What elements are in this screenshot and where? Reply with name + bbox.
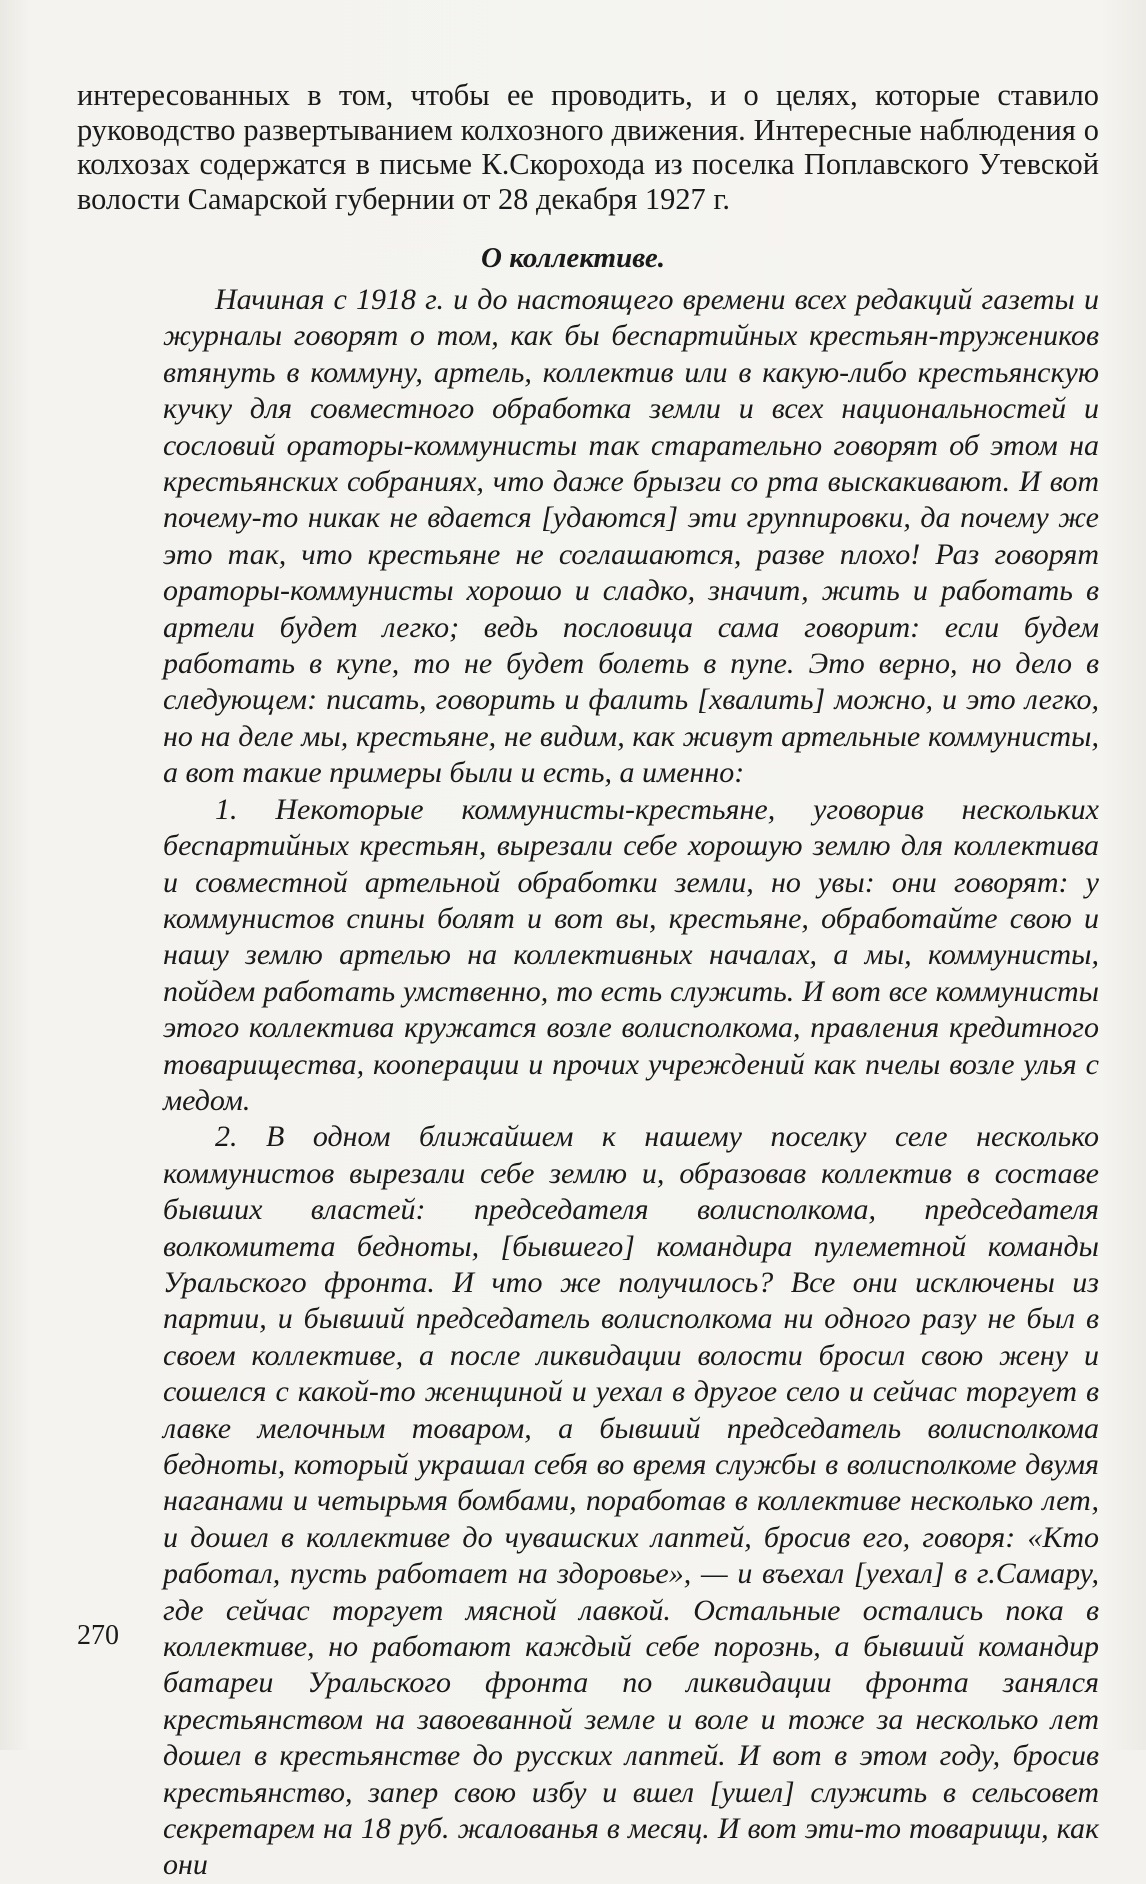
letter-title: О коллективе. [481,242,665,274]
letter-paragraph-intro: Начиная с 1918 г. и до настоящего времени всех редакций газеты и журналы говорят о том, как бы беспартийных крестьян-тружеников втянуть в коммуну, артель, коллектив или в какую-либо крестьянскую кучку для совместного обработка земли и всех национальностей и сословий ораторы-коммунисты так старательно говорят об этом на крестьянских собраниях, что даже брызги со рта выскакивают. И вот почему-то никак не вдается [удаются] эти группировки, да почему же это так, что крестьяне не соглашаются, разве плохо! Раз говорят ораторы-коммунисты хорошо и сладко, значит, жить и работать в артели будет легко; ведь пословица сама говорит: если будем работать в купе, то не будет болеть в пупе. Это верно, но дело в следующем: писать, говорить и фалить [хвалить] можно, и это легко, но на деле мы, крестьяне, не видим, как живут артельные коммунисты, а вот такие примеры были и есть, а именно: [163,283,1099,790]
letter-paragraph-point-2: 2. В одном ближайшем к нашему поселку селе несколько коммунистов вырезали себе землю и, образовав коллектив в составе бывших властей: председателя волисполкома, председателя волкомитета бедноты, [бывшего] командира пулеметной команды Уральского фронта. И что же получилось? Все они исключены из партии, и бывший председатель волисполкома ни одного разу не был в своем коллективе, а после ликвидации волости бросил свою жену и сошелся с какой-то женщиной и уехал в другое село и сейчас торгует в лавке мелочным товаром, а бывший председатель волисполкома бедноты, который украшал себя во время службы в волисполкоме двумя наганами и четырьмя бомбами, поработав в коллективе несколько лет, и дошел в коллективе до чувашских лаптей, бросив его, говоря: «Кто работал, пусть работает на здоровье», — и въехал [уехал] в г.Самару, где сейчас торгует мясной лавкой. Остальные остались пока в коллективе, но работают каждый себе порознь, а бывший командир батареи Уральского фронта по ликвидации фронта занялся крестьянством на завоеванной земле и воле и тоже за несколько лет дошел в крестьянстве до русских лаптей. И вот в этом году, бросив крестьянство, запер свою избу и вшел [ушел] служить в сельсовет секретарем на 18 руб. жалованья в месяц. И вот эти-то товарищи, как они [163,1120,1099,1882]
intro-paragraph: интересованных в том, чтобы ее проводить, и о целях, которые ставило руководство развертыванием колхозного движения. Интересные наблюдения о колхозах содержатся в письме К.Скорохода из поселка Поплавского Утевской волости Самарской губернии от 28 декабря 1927 г. [77,78,1099,216]
letter-paragraph-point-1: 1. Некоторые коммунисты-крестьяне, уговорив нескольких беспартийных крестьян, вырезали себе хорошую землю для коллектива и совместной артельной обработки земли, но увы: они говорят: у коммунистов спины болят и вот вы, крестьяне, обработайте свою и нашу землю артелью на коллективных началах, а мы, коммунисты, пойдем работать умственно, то есть служить. И вот все коммунисты этого коллектива кружатся возле волисполкома, правления кредитного товарищества, кооперации и прочих учреждений как пчелы возле улья с медом. [163,792,1099,1117]
page-number: 270 [77,1620,119,1651]
letter-body [163,282,1099,1884]
